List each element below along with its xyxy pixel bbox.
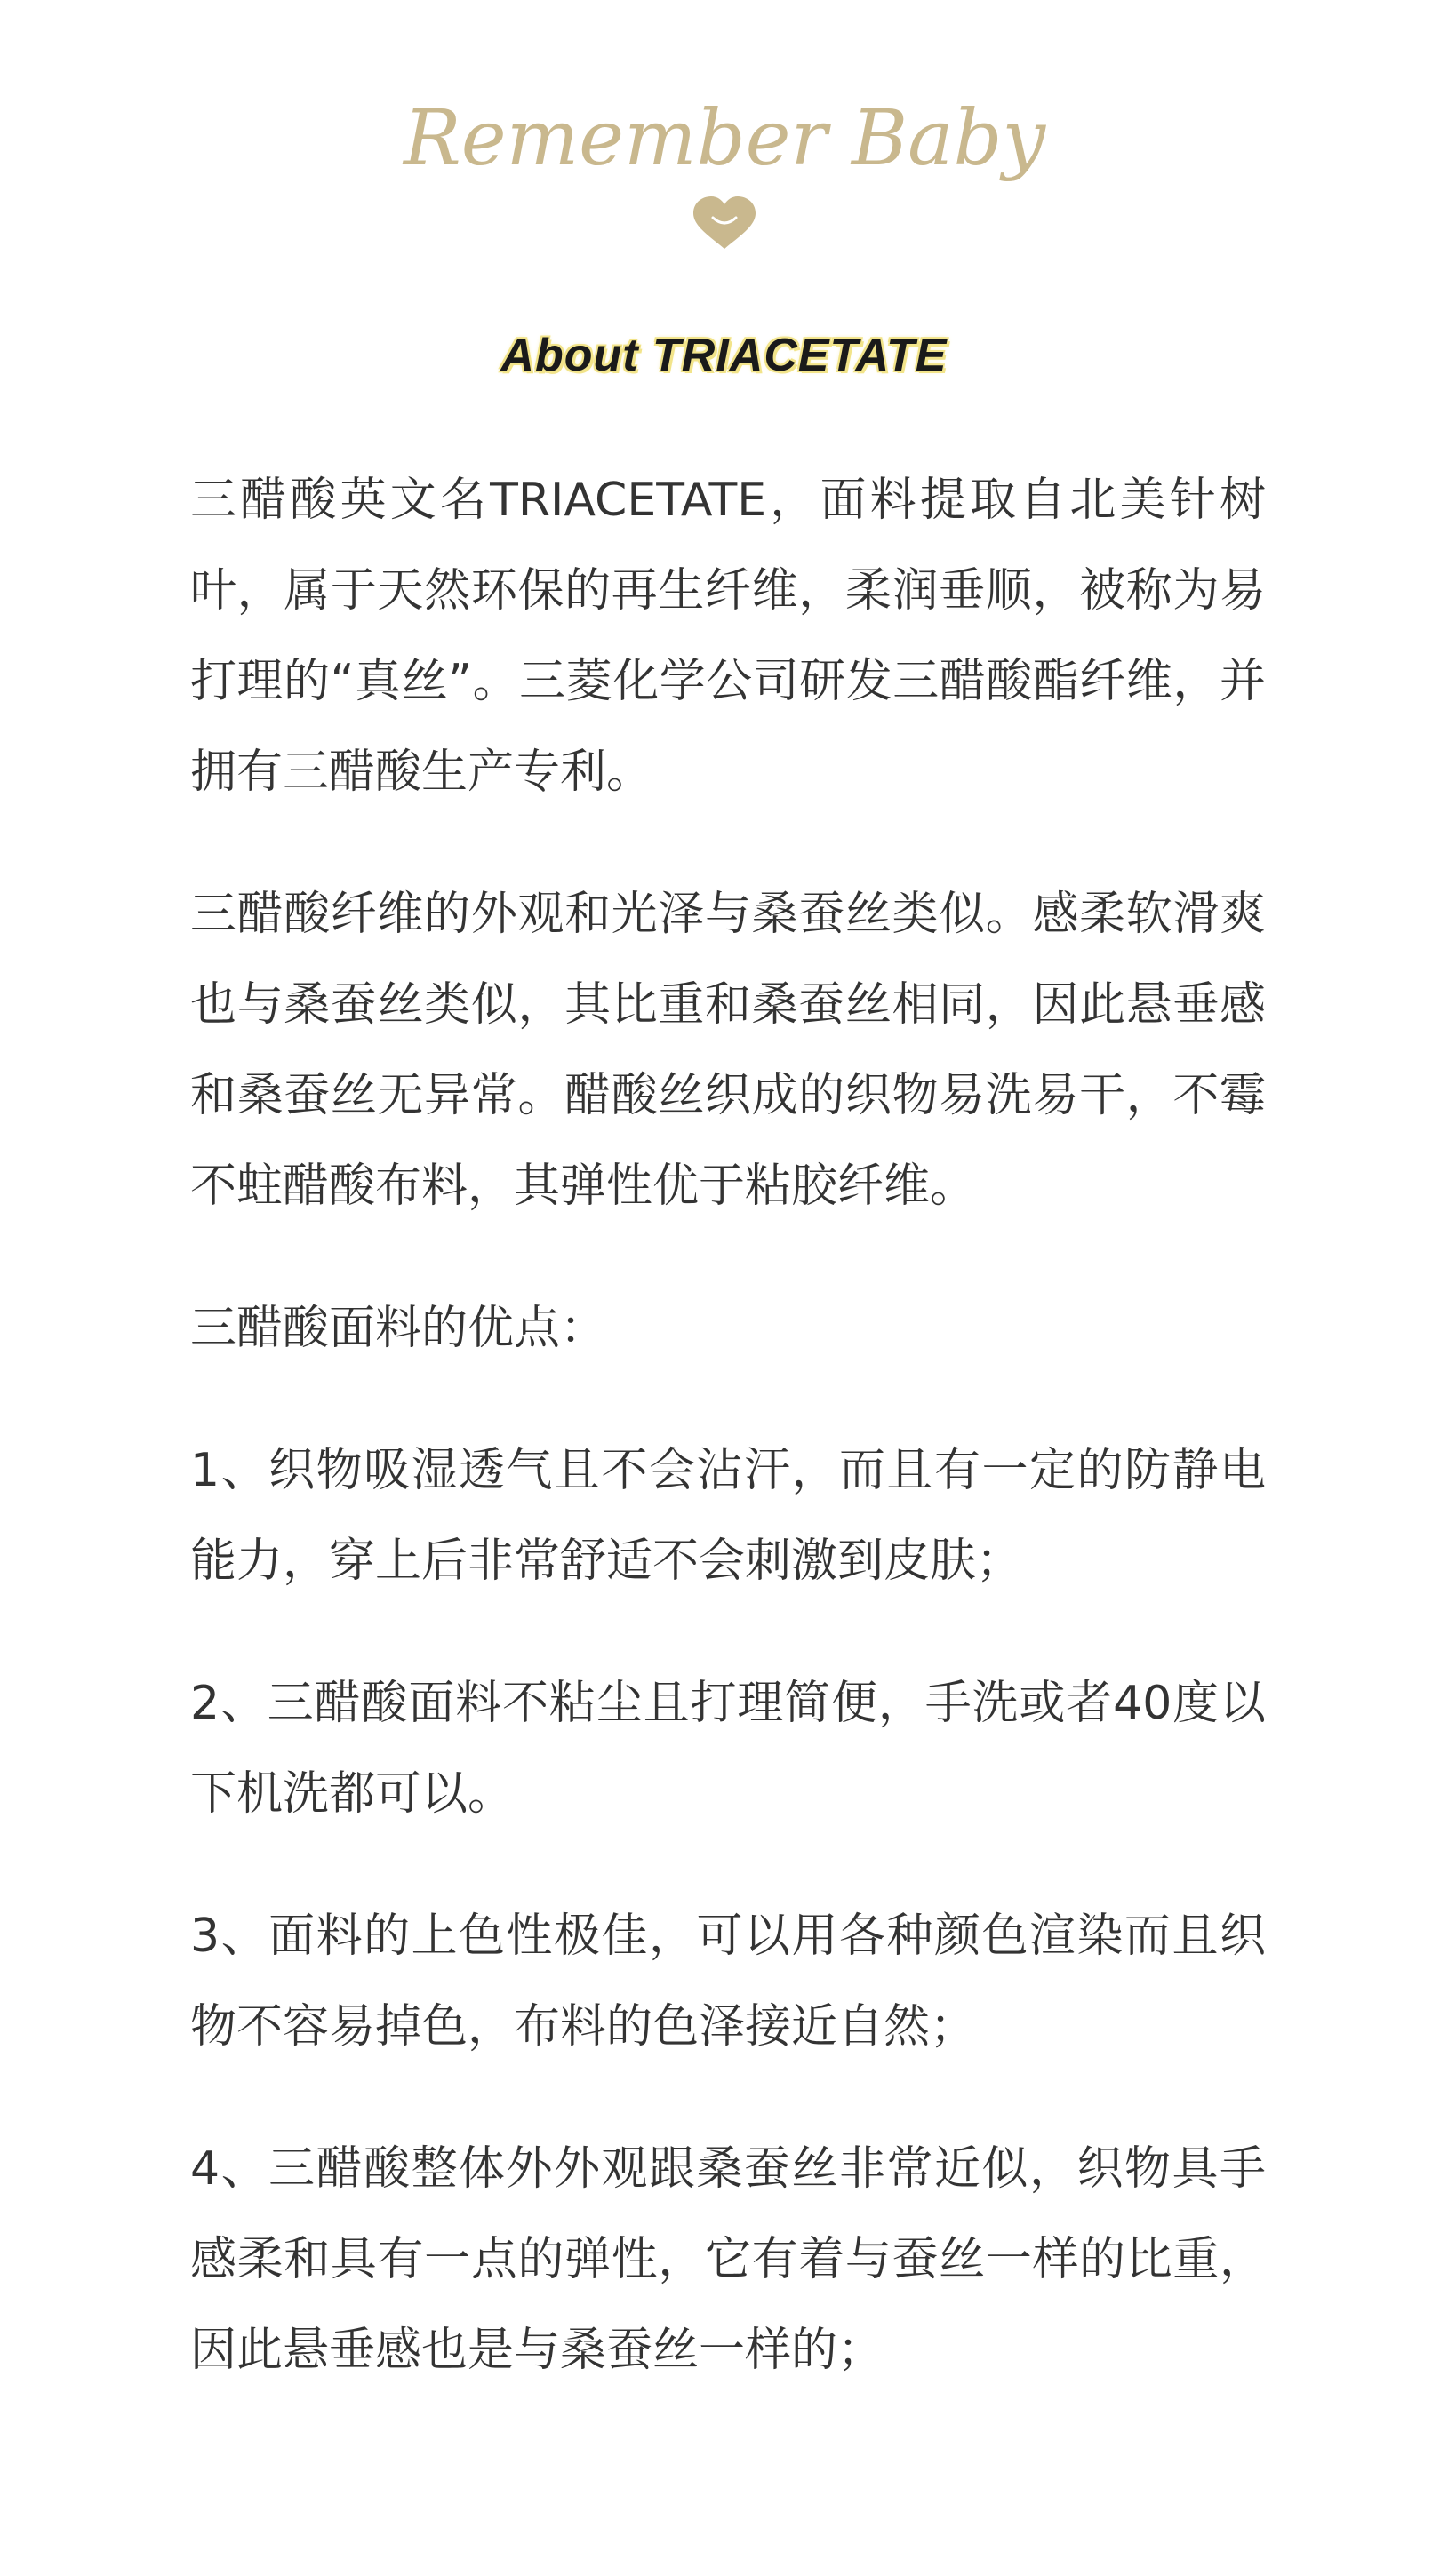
brand-logo (403, 84, 1046, 262)
advantages-heading: 三醋酸面料的优点： (190, 1302, 607, 1355)
intro-paragraph: 三醋酸英文名TRIACETATE，面料提取自北美针树叶，属于天然环保的再生纤维，柔润垂顺，被称为易打理的“真丝”。三菱化学公司研发三醋酸酯纤维，并拥有三醋酸生产专利。 (190, 474, 1266, 799)
advantage-item-4: 4、三醋酸整体外外观跟桑蚕丝非常近似，织物具手感柔和具有一点的弹性，它有着与蚕丝一样的比重，因此悬垂感也是与桑蚕丝一样的； (190, 2142, 1266, 2377)
page-title: About TRIACETATE (500, 330, 948, 381)
description-paragraph: 三醋酸纤维的外观和光泽与桑蚕丝类似。感柔软滑爽也与桑蚕丝类似，其比重和桑蚕丝相同，因此悬垂感和桑蚕丝无异常。醋酸丝织成的织物易洗易干，不霉不蛀醋酸布料，其弹性优于粘胶纤维。 (190, 888, 1266, 1213)
advantage-item-2: 2、三醋酸面料不粘尘且打理简便，手洗或者40度以下机洗都可以。 (190, 1677, 1266, 1821)
logo-graphic (403, 84, 1046, 262)
heart-icon (693, 196, 756, 249)
advantage-item-3: 3、面料的上色性极佳，可以用各种颜色渲染而且织物不容易掉色，布料的色泽接近自然； (190, 1910, 1266, 2054)
logo-wordmark: Remember Baby (403, 94, 1046, 183)
advantage-item-1: 1、织物吸湿透气且不会沾汗，而且有一定的防静电能力，穿上后非常舒适不会刺激到皮肤； (190, 1444, 1266, 1588)
article-body (190, 455, 1266, 2447)
